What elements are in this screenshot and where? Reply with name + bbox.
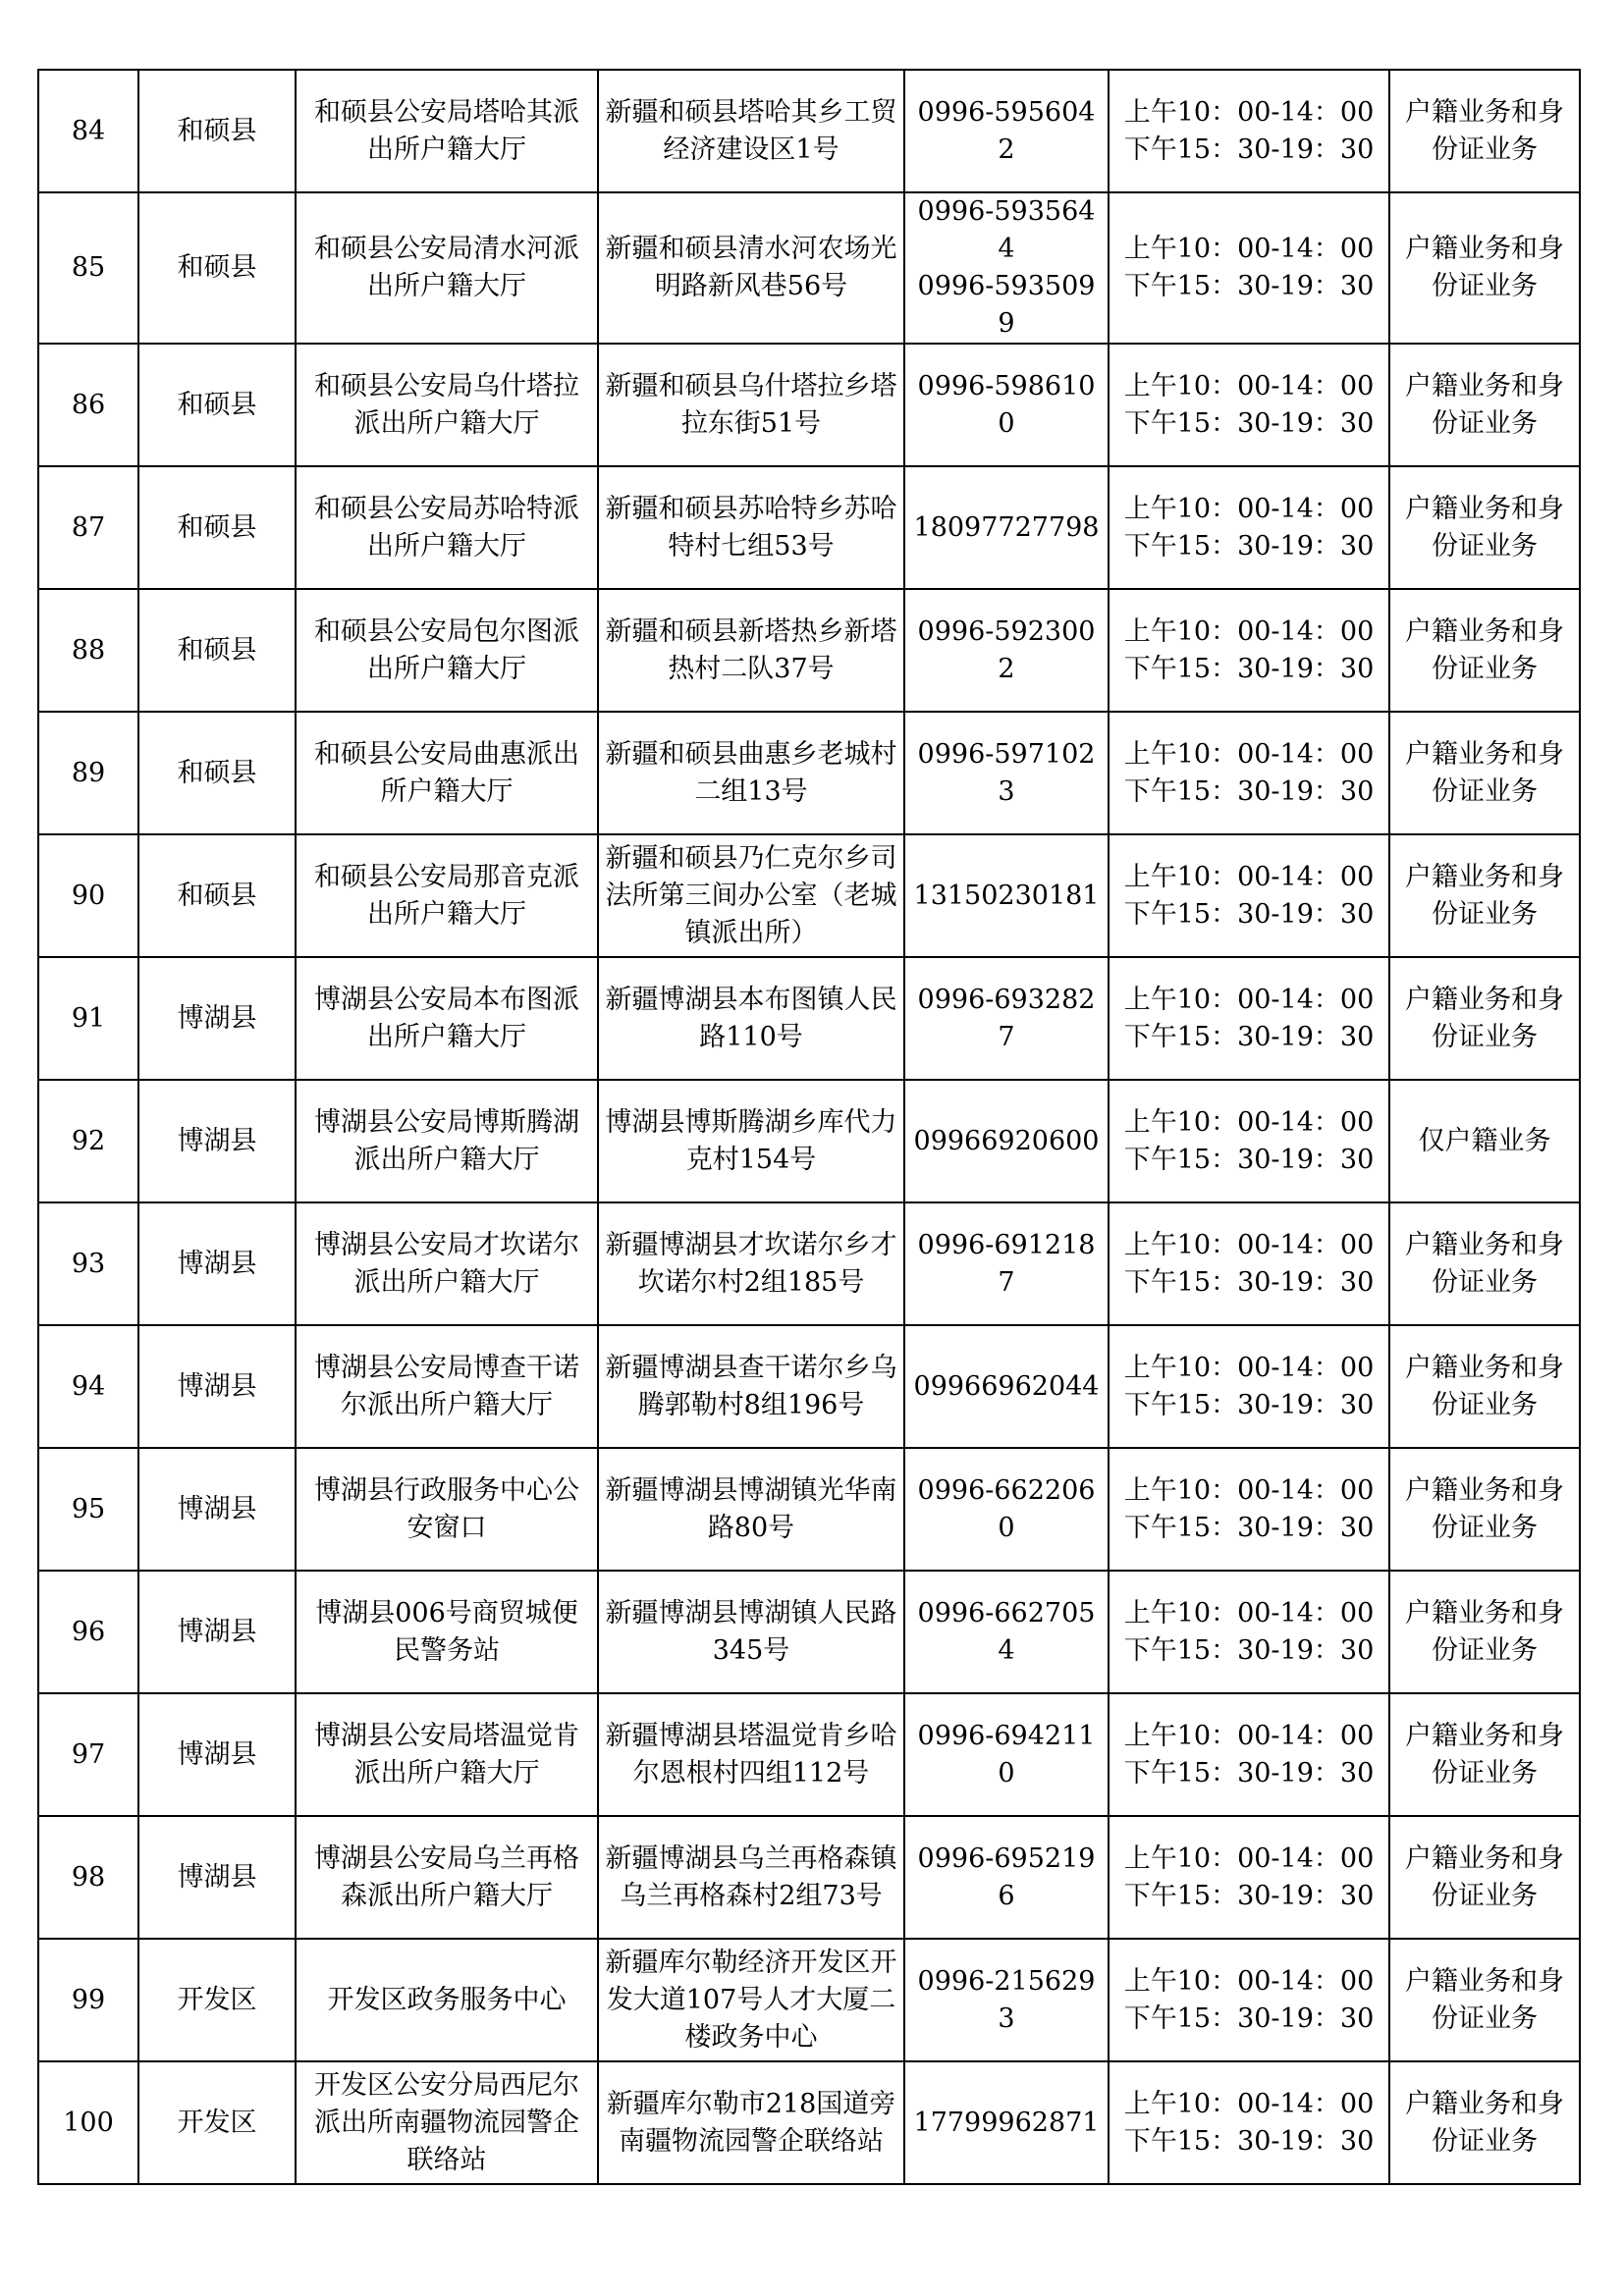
business-scope-cell: 户籍业务和身份证业务 xyxy=(1389,1202,1580,1325)
table-row xyxy=(38,466,1580,589)
address-cell: 新疆库尔勒市218国道旁南疆物流园警企联络站 xyxy=(598,2061,904,2184)
address-cell: 新疆博湖县本布图镇人民路110号 xyxy=(598,957,904,1080)
hours-cell: 上午10：00-14：00 下午15：30-19：30 xyxy=(1109,344,1389,466)
phone-cell: 0996-6952196 xyxy=(904,1816,1109,1939)
row-number: 90 xyxy=(38,834,138,957)
phone-cell: 0996-6622060 xyxy=(904,1448,1109,1571)
table-row xyxy=(38,1325,1580,1448)
county-cell: 开发区 xyxy=(138,1939,296,2061)
office-name-cell: 博湖县006号商贸城便民警务站 xyxy=(296,1571,598,1693)
row-number: 89 xyxy=(38,712,138,834)
address-cell: 新疆博湖县乌兰再格森镇乌兰再格森村2组73号 xyxy=(598,1816,904,1939)
table-row xyxy=(38,834,1580,957)
phone-cell: 0996-5935644 0996-5935099 xyxy=(904,192,1109,344)
address-cell: 新疆博湖县博湖镇光华南路80号 xyxy=(598,1448,904,1571)
county-cell: 博湖县 xyxy=(138,1571,296,1693)
business-scope-cell: 户籍业务和身份证业务 xyxy=(1389,1448,1580,1571)
row-number: 95 xyxy=(38,1448,138,1571)
phone-cell: 09966920600 xyxy=(904,1080,1109,1202)
address-cell: 新疆和硕县乃仁克尔乡司法所第三间办公室（老城镇派出所） xyxy=(598,834,904,957)
office-name-cell: 和硕县公安局清水河派出所户籍大厅 xyxy=(296,192,598,344)
business-scope-cell: 户籍业务和身份证业务 xyxy=(1389,957,1580,1080)
office-name-cell: 博湖县公安局博查干诺尔派出所户籍大厅 xyxy=(296,1325,598,1448)
hours-cell: 上午10：00-14：00 下午15：30-19：30 xyxy=(1109,70,1389,192)
row-number: 100 xyxy=(38,2061,138,2184)
address-cell: 新疆和硕县新塔热乡新塔热村二队37号 xyxy=(598,589,904,712)
table-row xyxy=(38,1080,1580,1202)
table-row xyxy=(38,1448,1580,1571)
business-scope-cell: 户籍业务和身份证业务 xyxy=(1389,712,1580,834)
address-cell: 新疆博湖县塔温觉肯乡哈尔恩根村四组112号 xyxy=(598,1693,904,1816)
business-scope-cell: 户籍业务和身份证业务 xyxy=(1389,589,1580,712)
row-number: 96 xyxy=(38,1571,138,1693)
address-cell: 新疆和硕县乌什塔拉乡塔拉东街51号 xyxy=(598,344,904,466)
row-number: 98 xyxy=(38,1816,138,1939)
table-row xyxy=(38,70,1580,192)
hours-cell: 上午10：00-14：00 下午15：30-19：30 xyxy=(1109,1693,1389,1816)
row-number: 94 xyxy=(38,1325,138,1448)
address-cell: 博湖县博斯腾湖乡库代力克村154号 xyxy=(598,1080,904,1202)
hours-cell: 上午10：00-14：00 下午15：30-19：30 xyxy=(1109,2061,1389,2184)
phone-cell: 0996-5971023 xyxy=(904,712,1109,834)
office-name-cell: 博湖县公安局本布图派出所户籍大厅 xyxy=(296,957,598,1080)
address-cell: 新疆库尔勒经济开发区开发大道107号人才大厦二楼政务中心 xyxy=(598,1939,904,2061)
hours-cell: 上午10：00-14：00 下午15：30-19：30 xyxy=(1109,589,1389,712)
county-cell: 开发区 xyxy=(138,2061,296,2184)
phone-cell: 0996-2156293 xyxy=(904,1939,1109,2061)
address-cell: 新疆和硕县苏哈特乡苏哈特村七组53号 xyxy=(598,466,904,589)
address-cell: 新疆和硕县曲惠乡老城村二组13号 xyxy=(598,712,904,834)
business-scope-cell: 户籍业务和身份证业务 xyxy=(1389,834,1580,957)
county-cell: 博湖县 xyxy=(138,1816,296,1939)
county-cell: 和硕县 xyxy=(138,589,296,712)
service-hall-table xyxy=(37,69,1581,2185)
table-row xyxy=(38,1202,1580,1325)
table-row xyxy=(38,192,1580,344)
business-scope-cell: 户籍业务和身份证业务 xyxy=(1389,70,1580,192)
business-scope-cell: 户籍业务和身份证业务 xyxy=(1389,1693,1580,1816)
county-cell: 和硕县 xyxy=(138,712,296,834)
address-cell: 新疆和硕县清水河农场光明路新风巷56号 xyxy=(598,192,904,344)
table-row xyxy=(38,712,1580,834)
hours-cell: 上午10：00-14：00 下午15：30-19：30 xyxy=(1109,1571,1389,1693)
row-number: 93 xyxy=(38,1202,138,1325)
county-cell: 和硕县 xyxy=(138,192,296,344)
table-body xyxy=(38,70,1580,2184)
county-cell: 博湖县 xyxy=(138,957,296,1080)
table-row xyxy=(38,1816,1580,1939)
row-number: 88 xyxy=(38,589,138,712)
business-scope-cell: 户籍业务和身份证业务 xyxy=(1389,1939,1580,2061)
row-number: 84 xyxy=(38,70,138,192)
office-name-cell: 和硕县公安局乌什塔拉派出所户籍大厅 xyxy=(296,344,598,466)
phone-cell: 0996-5923002 xyxy=(904,589,1109,712)
business-scope-cell: 仅户籍业务 xyxy=(1389,1080,1580,1202)
row-number: 97 xyxy=(38,1693,138,1816)
phone-cell: 09966962044 xyxy=(904,1325,1109,1448)
phone-cell: 18097727798 xyxy=(904,466,1109,589)
office-name-cell: 博湖县行政服务中心公安窗口 xyxy=(296,1448,598,1571)
table-row xyxy=(38,957,1580,1080)
county-cell: 和硕县 xyxy=(138,834,296,957)
county-cell: 博湖县 xyxy=(138,1693,296,1816)
office-name-cell: 博湖县公安局才坎诺尔派出所户籍大厅 xyxy=(296,1202,598,1325)
address-cell: 新疆博湖县查干诺尔乡乌腾郭勒村8组196号 xyxy=(598,1325,904,1448)
business-scope-cell: 户籍业务和身份证业务 xyxy=(1389,2061,1580,2184)
table-row xyxy=(38,1693,1580,1816)
hours-cell: 上午10：00-14：00 下午15：30-19：30 xyxy=(1109,466,1389,589)
phone-cell: 0996-5956042 xyxy=(904,70,1109,192)
hours-cell: 上午10：00-14：00 下午15：30-19：30 xyxy=(1109,1202,1389,1325)
business-scope-cell: 户籍业务和身份证业务 xyxy=(1389,192,1580,344)
office-name-cell: 开发区公安分局西尼尔派出所南疆物流园警企联络站 xyxy=(296,2061,598,2184)
business-scope-cell: 户籍业务和身份证业务 xyxy=(1389,1325,1580,1448)
phone-cell: 17799962871 xyxy=(904,2061,1109,2184)
county-cell: 博湖县 xyxy=(138,1448,296,1571)
hours-cell: 上午10：00-14：00 下午15：30-19：30 xyxy=(1109,1816,1389,1939)
hours-cell: 上午10：00-14：00 下午15：30-19：30 xyxy=(1109,1080,1389,1202)
hours-cell: 上午10：00-14：00 下午15：30-19：30 xyxy=(1109,712,1389,834)
office-name-cell: 和硕县公安局苏哈特派出所户籍大厅 xyxy=(296,466,598,589)
hours-cell: 上午10：00-14：00 下午15：30-19：30 xyxy=(1109,957,1389,1080)
phone-cell: 0996-6912187 xyxy=(904,1202,1109,1325)
hours-cell: 上午10：00-14：00 下午15：30-19：30 xyxy=(1109,1325,1389,1448)
office-name-cell: 博湖县公安局博斯腾湖派出所户籍大厅 xyxy=(296,1080,598,1202)
county-cell: 博湖县 xyxy=(138,1325,296,1448)
hours-cell: 上午10：00-14：00 下午15：30-19：30 xyxy=(1109,1448,1389,1571)
phone-cell: 0996-6942110 xyxy=(904,1693,1109,1816)
county-cell: 博湖县 xyxy=(138,1080,296,1202)
table-row xyxy=(38,2061,1580,2184)
phone-cell: 0996-6627054 xyxy=(904,1571,1109,1693)
office-name-cell: 和硕县公安局包尔图派出所户籍大厅 xyxy=(296,589,598,712)
phone-cell: 13150230181 xyxy=(904,834,1109,957)
row-number: 87 xyxy=(38,466,138,589)
hours-cell: 上午10：00-14：00 下午15：30-19：30 xyxy=(1109,192,1389,344)
address-cell: 新疆博湖县博湖镇人民路345号 xyxy=(598,1571,904,1693)
row-number: 92 xyxy=(38,1080,138,1202)
row-number: 85 xyxy=(38,192,138,344)
county-cell: 和硕县 xyxy=(138,344,296,466)
office-name-cell: 和硕县公安局那音克派出所户籍大厅 xyxy=(296,834,598,957)
office-name-cell: 和硕县公安局曲惠派出所户籍大厅 xyxy=(296,712,598,834)
phone-cell: 0996-6932827 xyxy=(904,957,1109,1080)
table-row xyxy=(38,344,1580,466)
business-scope-cell: 户籍业务和身份证业务 xyxy=(1389,1816,1580,1939)
office-name-cell: 博湖县公安局乌兰再格森派出所户籍大厅 xyxy=(296,1816,598,1939)
business-scope-cell: 户籍业务和身份证业务 xyxy=(1389,344,1580,466)
office-name-cell: 开发区政务服务中心 xyxy=(296,1939,598,2061)
table-row xyxy=(38,1571,1580,1693)
office-name-cell: 博湖县公安局塔温觉肯派出所户籍大厅 xyxy=(296,1693,598,1816)
address-cell: 新疆博湖县才坎诺尔乡才坎诺尔村2组185号 xyxy=(598,1202,904,1325)
hours-cell: 上午10：00-14：00 下午15：30-19：30 xyxy=(1109,834,1389,957)
table-row xyxy=(38,589,1580,712)
business-scope-cell: 户籍业务和身份证业务 xyxy=(1389,466,1580,589)
hours-cell: 上午10：00-14：00 下午15：30-19：30 xyxy=(1109,1939,1389,2061)
table-row xyxy=(38,1939,1580,2061)
county-cell: 博湖县 xyxy=(138,1202,296,1325)
county-cell: 和硕县 xyxy=(138,466,296,589)
business-scope-cell: 户籍业务和身份证业务 xyxy=(1389,1571,1580,1693)
address-cell: 新疆和硕县塔哈其乡工贸经济建设区1号 xyxy=(598,70,904,192)
office-name-cell: 和硕县公安局塔哈其派出所户籍大厅 xyxy=(296,70,598,192)
phone-cell: 0996-5986100 xyxy=(904,344,1109,466)
row-number: 86 xyxy=(38,344,138,466)
row-number: 91 xyxy=(38,957,138,1080)
county-cell: 和硕县 xyxy=(138,70,296,192)
row-number: 99 xyxy=(38,1939,138,2061)
